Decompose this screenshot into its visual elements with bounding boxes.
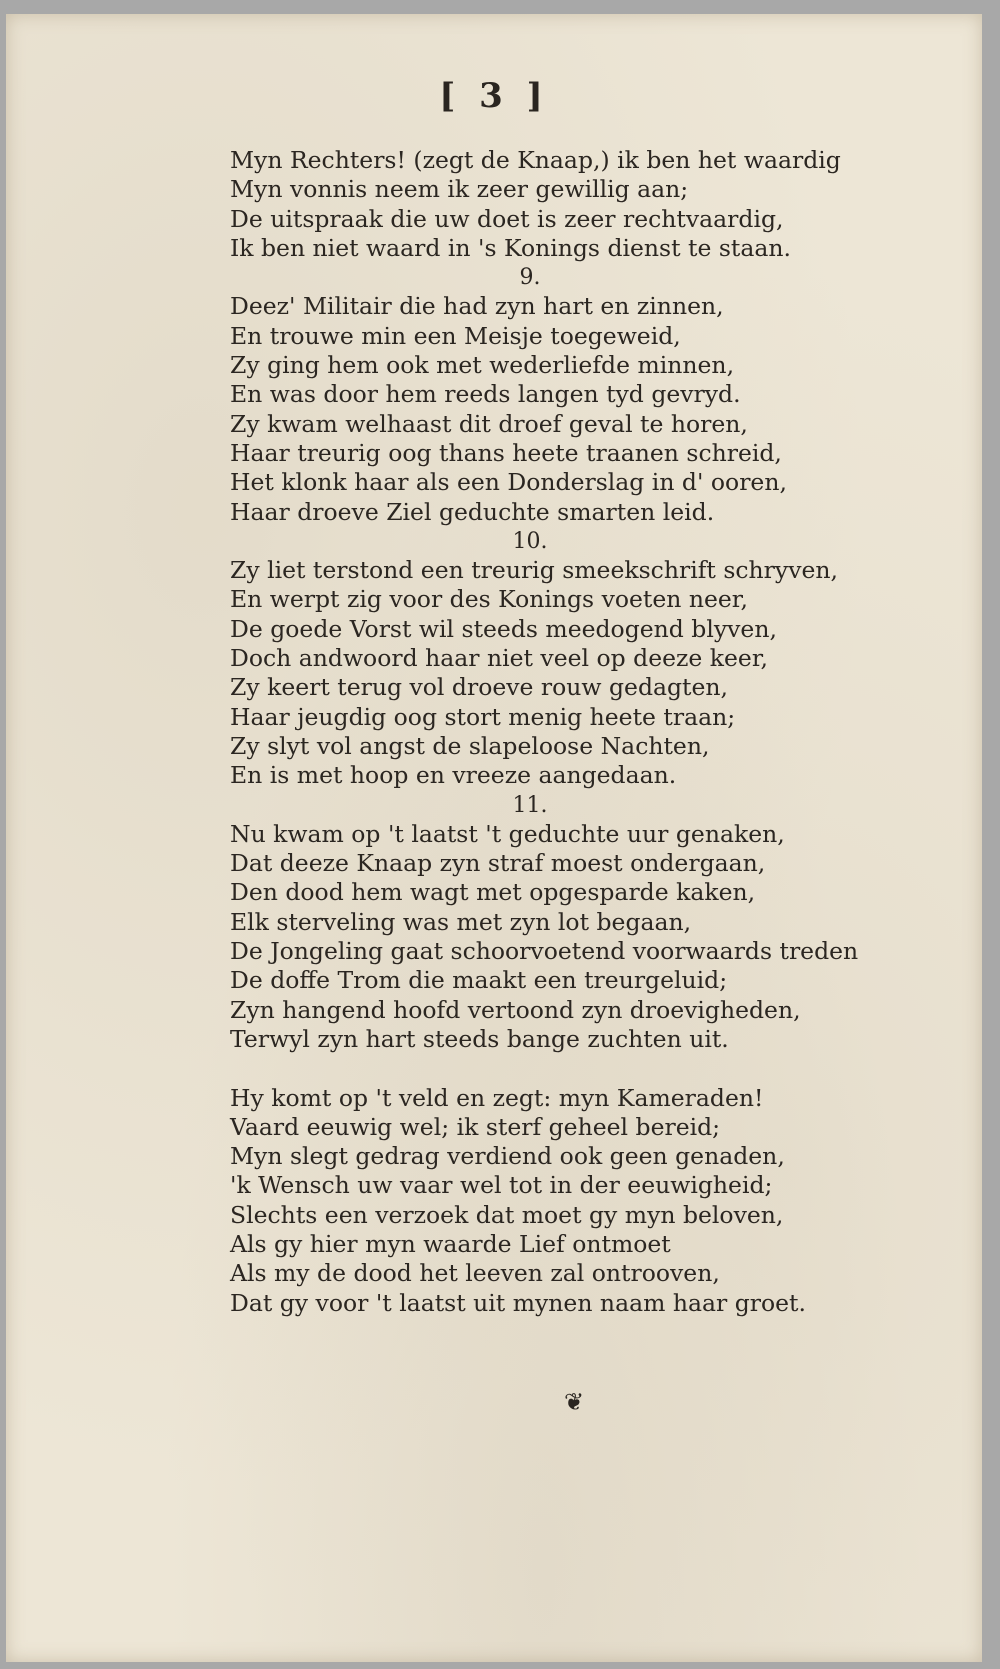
poem-line: Zy slyt vol angst de slapeloose Nachten, xyxy=(230,731,710,760)
poem-line: Myn slegt gedrag verdiend ook geen genaden, xyxy=(230,1142,785,1171)
stanza-number: 10. xyxy=(512,528,548,554)
poem-line: Terwyl zyn hart steeds bange zuchten uit. xyxy=(230,1024,729,1053)
poem-line: Vaard eeuwig wel; ik sterf geheel bereid; xyxy=(230,1112,721,1141)
poem-line: Den dood hem wagt met opgesparde kaken, xyxy=(230,878,756,907)
poem-line: Het klonk haar als een Donderslag in d' ooren, xyxy=(230,468,787,497)
poem-line: Als my de dood het leeven zal ontrooven, xyxy=(230,1259,720,1288)
poem-line: En trouwe min een Meisje toegeweid, xyxy=(230,321,681,350)
poem-body xyxy=(230,146,950,1318)
poem-line: Nu kwam op 't laatst 't geduchte uur genaken, xyxy=(230,819,785,848)
poem-line: De doffe Trom die maakt een treurgeluid; xyxy=(230,966,728,995)
stanza-gap xyxy=(230,1054,950,1083)
poem-line: 'k Wensch uw vaar wel tot in der eeuwigheid; xyxy=(230,1171,773,1200)
poem-line: Dat deeze Knaap zyn straf moest ondergaan, xyxy=(230,849,766,878)
stanza xyxy=(230,1054,950,1318)
stanza xyxy=(230,791,950,1055)
poem-line: Elk sterveling was met zyn lot begaan, xyxy=(230,907,692,936)
poem-line: Myn Rechters! (zegt de Knaap,) ik ben het waardig xyxy=(230,146,841,174)
poem-line: Als gy hier myn waarde Lief ontmoet xyxy=(230,1229,671,1258)
stanza xyxy=(230,263,950,527)
poem-line: De uitspraak die uw doet is zeer rechtvaardig, xyxy=(230,204,784,233)
stanza xyxy=(230,527,950,791)
poem-line: Haar droeve Ziel geduchte smarten leid. xyxy=(230,497,715,526)
poem-line: Zy liet terstond een treurig smeekschrift schryven, xyxy=(230,556,838,585)
document-page xyxy=(6,14,982,1662)
poem-line: Hy komt op 't veld en zegt: myn Kameraden! xyxy=(230,1083,764,1112)
poem-line: Haar treurig oog thans heete traanen schreid, xyxy=(230,438,782,467)
poem-line: Doch andwoord haar niet veel op deeze keer, xyxy=(230,644,768,673)
poem-line: Zy ging hem ook met wederliefde minnen, xyxy=(230,351,735,380)
poem-line: En is met hoop en vreeze aangedaan. xyxy=(230,761,677,790)
stanza xyxy=(230,146,950,263)
poem-line: De goede Vorst wil steeds meedogend blyven, xyxy=(230,614,777,643)
poem-line: De Jongeling gaat schoorvoetend voorwaards treden xyxy=(230,937,859,966)
poem-line: Myn vonnis neem ik zeer gewillig aan; xyxy=(230,175,689,204)
ornament-mark: ❦ xyxy=(564,1388,585,1416)
poem-line: Ik ben niet waard in 's Konings dienst te staan. xyxy=(230,233,791,262)
poem-line: En was door hem reeds langen tyd gevryd. xyxy=(230,380,741,409)
poem-line: Zyn hangend hoofd vertoond zyn droevigheden, xyxy=(230,995,801,1024)
poem-line: En werpt zig voor des Konings voeten neer, xyxy=(230,585,748,614)
stanza-number: 11. xyxy=(512,792,548,818)
poem-line: Deez' Militair die had zyn hart en zinnen, xyxy=(230,292,724,321)
poem-line: Dat gy voor 't laatst uit mynen naam haar groet. xyxy=(230,1288,806,1317)
stanza-number: 9. xyxy=(519,265,541,291)
poem-line: Zy keert terug vol droeve rouw gedagten, xyxy=(230,673,729,702)
page-number-header: [ 3 ] xyxy=(439,76,549,116)
poem-line: Slechts een verzoek dat moet gy myn beloven, xyxy=(230,1200,784,1229)
poem-line: Zy kwam welhaast dit droef geval te horen, xyxy=(230,409,748,438)
poem-line: Haar jeugdig oog stort menig heete traan; xyxy=(230,702,736,731)
